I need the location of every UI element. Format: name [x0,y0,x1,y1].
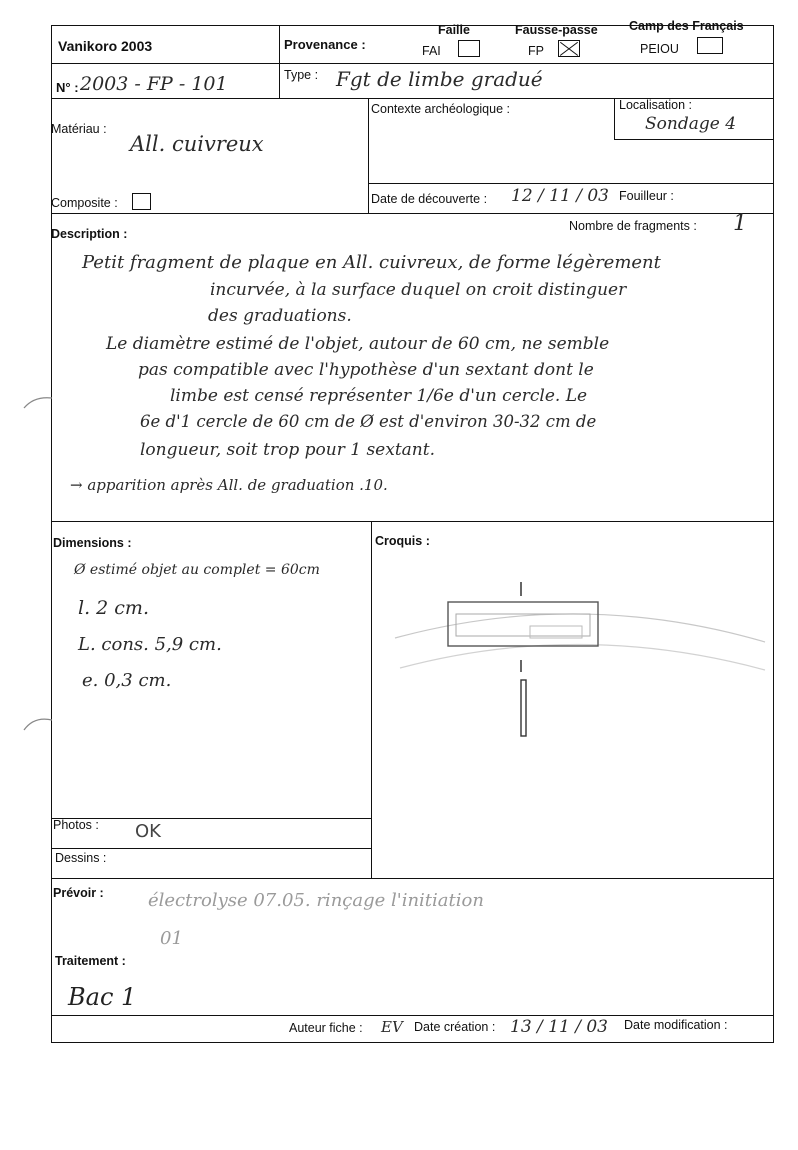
fp-label: FP [528,44,544,58]
divider [614,98,615,139]
number-value: 2003 - FP - 101 [80,73,228,95]
photos-value: OK [135,821,161,842]
photos-label: Photos : [53,818,99,832]
materiau-value: All. cuivreux [130,132,264,156]
description-line: Petit fragment de plaque en All. cuivreux, de forme légèrement [82,252,661,273]
site-title: Vanikoro 2003 [58,38,153,54]
fai-label: FAI [422,44,441,58]
fragment-inner [456,614,590,636]
contexte-label: Contexte archéologique : [371,102,510,116]
divider [51,848,371,849]
description-line: pas compatible avec l'hypothèse d'un sextant dont le [138,360,594,380]
fragment-outline [448,602,598,646]
dimension-line: l. 2 cm. [78,597,149,619]
divider [279,25,280,98]
description-line: longueur, soit trop pour 1 sextant. [140,440,435,460]
fai-checkbox[interactable] [458,40,480,57]
prevoir-label: Prévoir : [53,886,104,900]
divider [368,98,369,213]
camp-label: Camp des Français [629,19,744,33]
description-label: Description : [51,227,128,241]
date-creation-value: 13 / 11 / 03 [510,1017,608,1037]
dimension-line: Ø estimé objet au complet = 60cm [74,562,320,578]
divider [371,521,372,878]
divider [51,63,774,64]
fragment-profile [521,680,526,736]
divider [614,139,774,140]
nombre-fragments-label: Nombre de fragments : [569,219,697,233]
punch-hole-mark [20,712,54,734]
faille-label: Faille [438,23,470,37]
nombre-fragments-value: 1 [733,211,747,236]
auteur-value: EV [381,1018,403,1036]
auteur-label: Auteur fiche : [289,1021,363,1035]
traitement-value: Bac 1 [68,983,137,1011]
description-line: Le diamètre estimé de l'objet, autour de 60 cm, ne semble [106,334,610,354]
divider [51,878,774,879]
materiau-label: Matériau : [51,122,107,136]
punch-hole-mark [20,392,54,412]
croquis-label: Croquis : [375,534,430,548]
number-label: N° : [56,80,79,95]
localisation-label: Localisation : [619,98,692,112]
arc-line [400,644,765,670]
composite-label: Composite : [51,196,118,210]
type-value: Fgt de limbe gradué [336,67,543,91]
fouilleur-label: Fouilleur : [619,189,674,203]
prevoir-value: électrolyse 07.05. rinçage l'initiation [148,890,484,911]
divider [368,183,774,184]
fp-checkbox-checked[interactable] [558,40,580,57]
divider [51,213,774,214]
date-decouverte-label: Date de découverte : [371,192,488,206]
traitement-label: Traitement : [55,954,126,968]
divider [51,521,774,522]
divider [51,1015,774,1016]
localisation-value: Sondage 4 [645,114,737,134]
date-creation-label: Date création : [414,1020,496,1034]
description-faint-note: → apparition après All. de graduation .10. [70,476,388,494]
peiou-checkbox[interactable] [697,37,723,54]
divider [51,818,371,819]
dimensions-label: Dimensions : [53,536,132,550]
description-line: limbe est censé représenter 1/6e d'un cercle. Le [170,386,588,406]
description-line: 6e d'1 cercle de 60 cm de Ø est d'environ 30-32 cm de [140,412,597,431]
date-decouverte-value: 12 / 11 / 03 [511,186,609,206]
dimension-line: e. 0,3 cm. [82,670,172,691]
dessins-label: Dessins : [55,851,107,865]
prevoir-value-2: 01 [160,928,183,949]
check-cross-icon [559,41,579,56]
fausse-passe-label: Fausse-passe [515,23,598,37]
description-line: incurvée, à la surface duquel on croit distinguer [210,280,627,300]
date-modification-label: Date modification : [624,1018,728,1032]
type-label: Type : [284,68,319,82]
dimension-line: L. cons. 5,9 cm. [78,634,222,655]
composite-checkbox[interactable] [132,193,151,210]
provenance-label: Provenance : [284,37,366,52]
peiou-label: PEIOU [640,42,679,56]
description-line: des graduations. [208,306,352,326]
croquis-sketch [380,560,770,740]
